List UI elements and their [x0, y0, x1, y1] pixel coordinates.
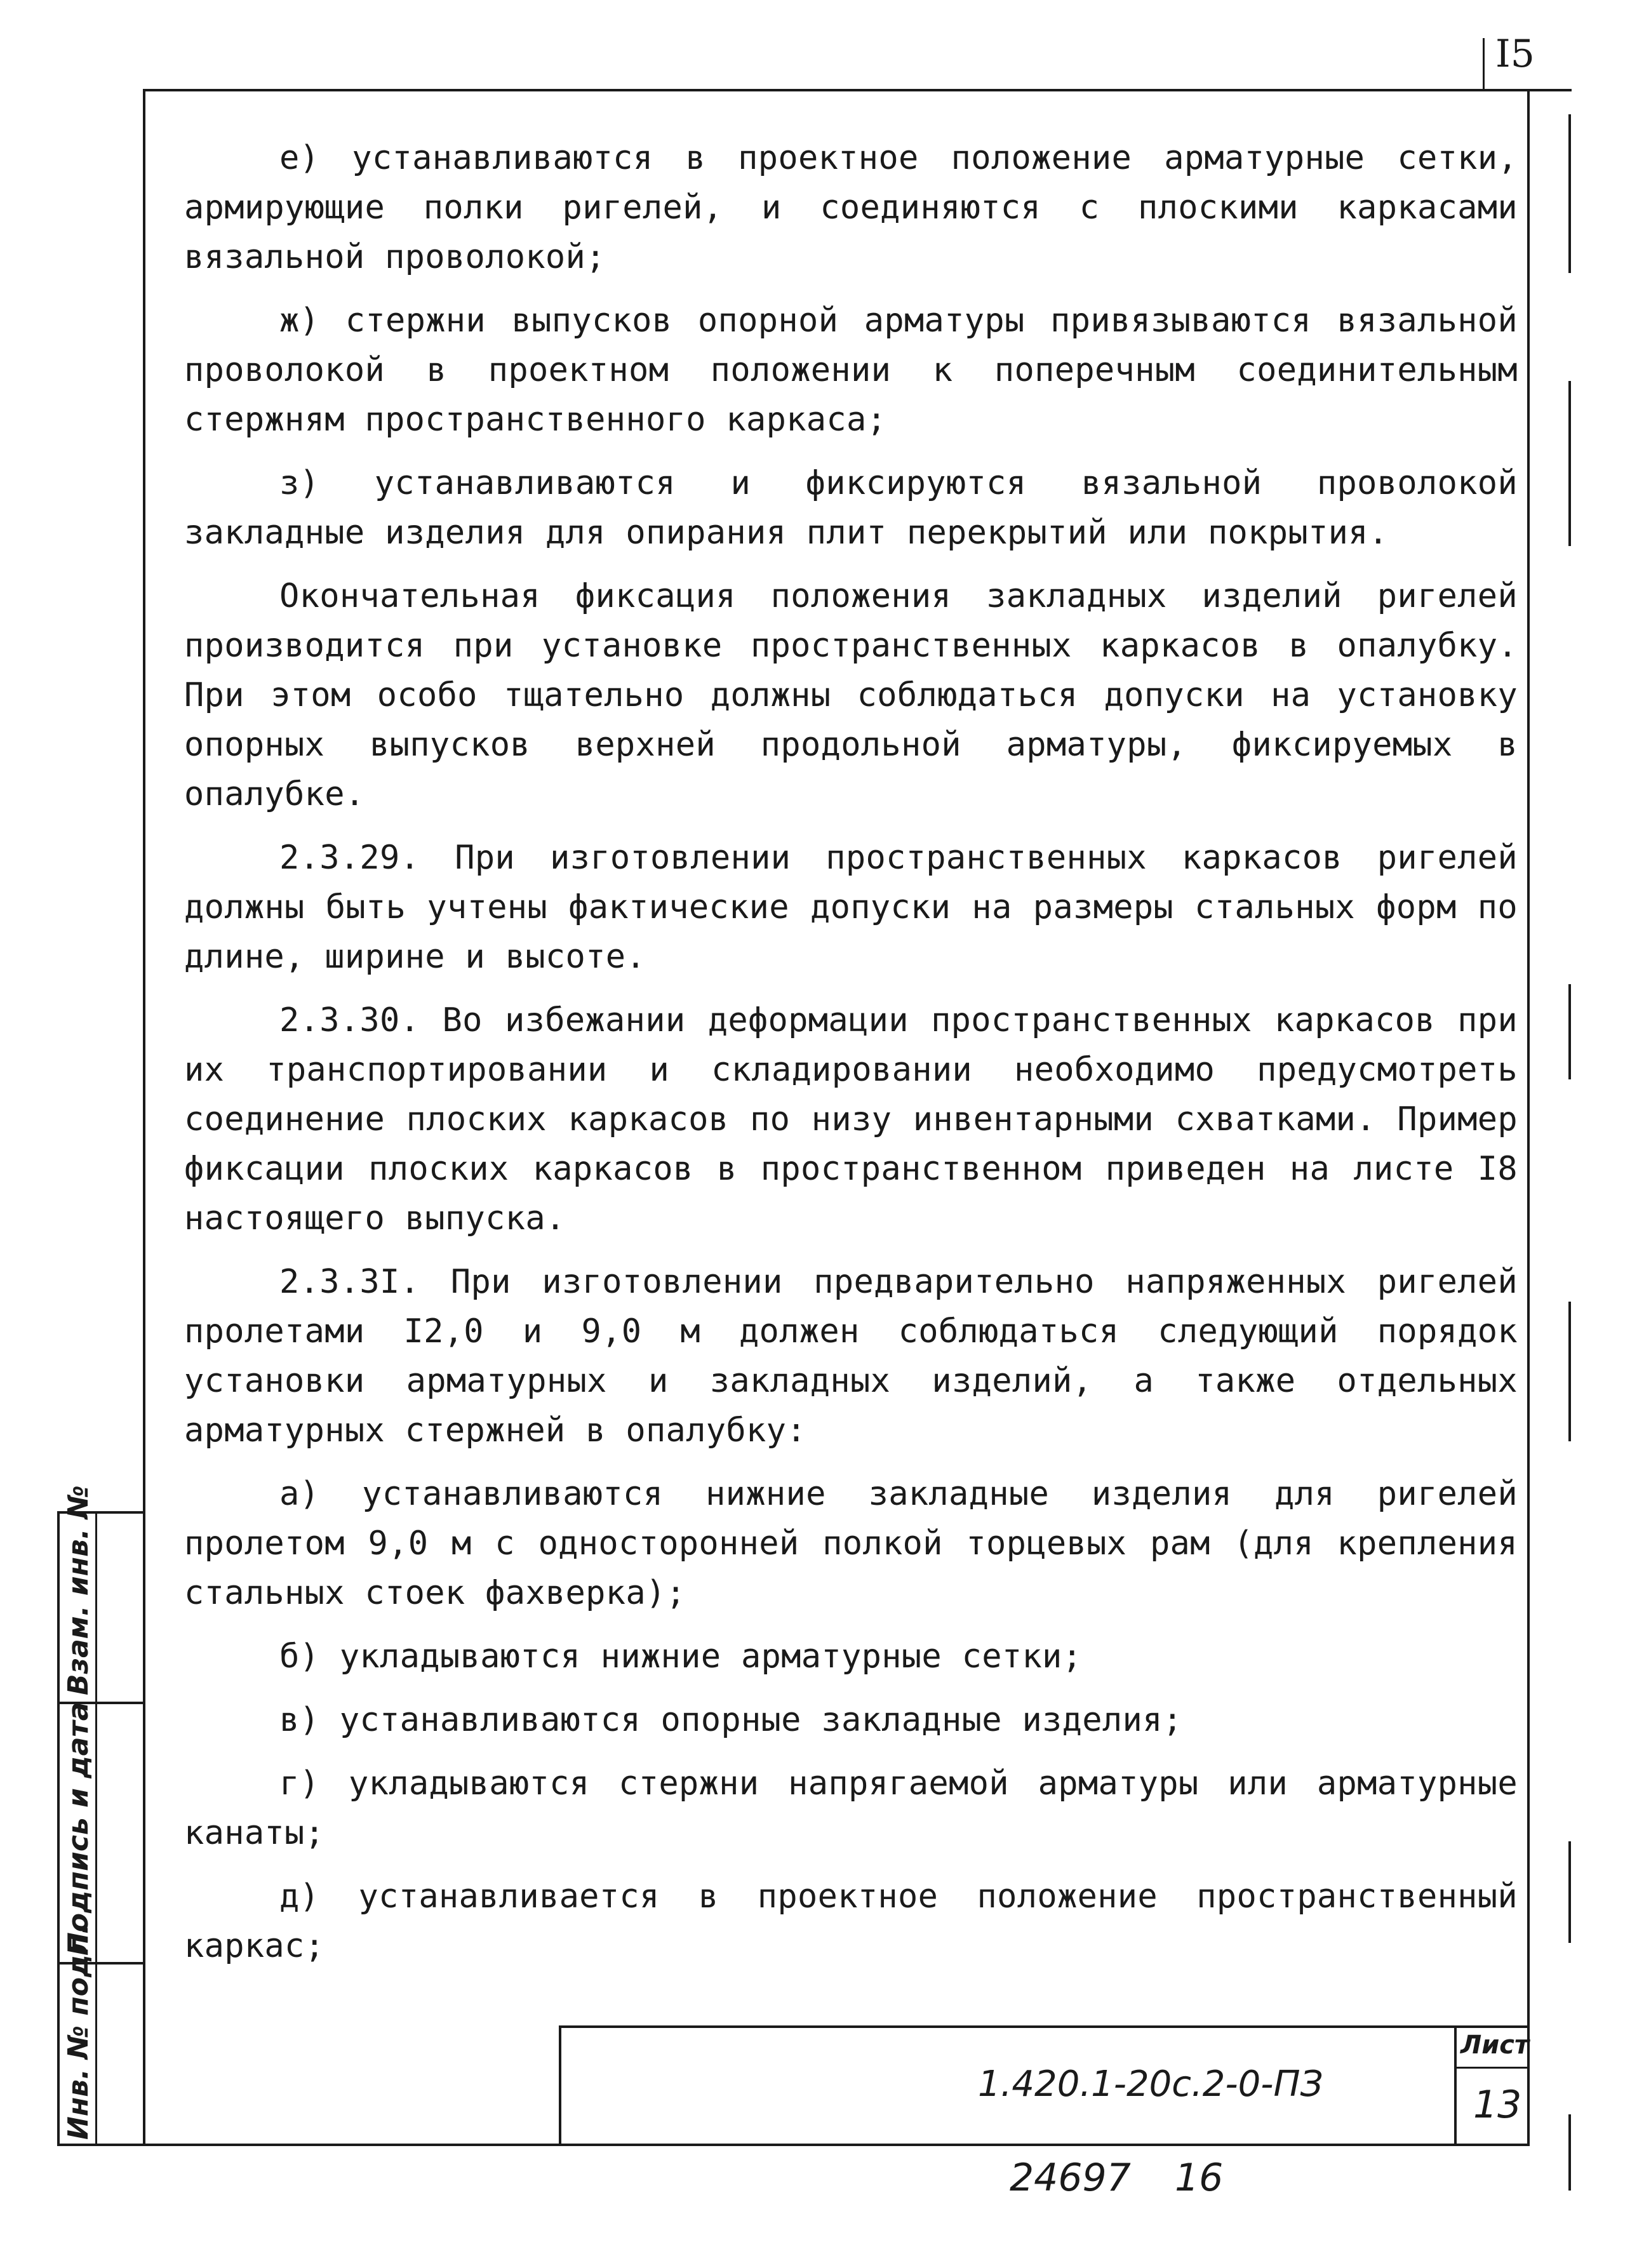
scan-edge-mark — [1568, 1302, 1571, 1441]
paragraph-b: б) укладываются нижние арматурные сетки; — [279, 1638, 1083, 1676]
scan-edge-mark — [1568, 1841, 1571, 1943]
paragraph-v: в) устанавливаются опорные закладные изделия; — [279, 1701, 1183, 1739]
stamp-col-divider — [95, 1511, 97, 2146]
scan-edge-mark — [1568, 381, 1571, 546]
frame-right-line — [1527, 89, 1530, 2146]
bottom-archive-suffix: 16 — [1175, 2156, 1224, 2200]
doc-code: 1.420.1-20с.2-0-ПЗ — [978, 2064, 1323, 2105]
paragraph-g: г) укладываются стержни напрягаемой арматуры или арматурные канаты; — [184, 1764, 1518, 1852]
paragraph-z: з) устанавливаются и фиксируются вязальной проволокой закладные изделия для опирания плит перекрытий или покрытия. — [184, 464, 1518, 552]
stamp-vzam-inv: Взам. инв. № — [62, 1485, 95, 1695]
paragraph-final-fixation: Окончательная фиксация положения закладных изделий ригелей производится при установке пространственных каркасов в опалубку. При этом особо тщательно должны соблюдаться допуски на установку опорных выпусков верхней продольной арматуры, фиксируемых в опалубке. — [184, 577, 1518, 813]
stamp-outer-left — [57, 1511, 60, 2146]
page-number-box-left — [1483, 38, 1485, 89]
sheet-label: Лист — [1460, 2031, 1530, 2060]
paragraph-e: е) устанавливаются в проектное положение арматурные сетки, армирующие полки ригелей, и соединяются с плоскими каркасами вязальной проволокой; — [184, 139, 1518, 276]
scan-edge-mark — [1568, 2114, 1571, 2191]
paragraph-2-3-30: 2.3.30. Во избежании деформации пространственных каркасов при их транспортировании и складировании необходимо предусмотреть соединение плоских каркасов по низу инвентарными схватками. Пример фиксации плоских каркасов в пространственном приведен на листе I8 настоящего выпуска. — [184, 1001, 1518, 1237]
title-block-sheet-divider — [1454, 2025, 1457, 2146]
paragraph-zh: ж) стержни выпусков опорной арматуры привязываются вязальной проволокой в проектном положении к поперечным соединительным стержням пространственного каркаса; — [184, 302, 1518, 439]
sheet-number: 13 — [1473, 2083, 1522, 2127]
bottom-archive-number: 24697 — [1010, 2156, 1131, 2200]
frame-left-line — [143, 89, 145, 2146]
paragraph-2-3-31: 2.3.3I. При изготовлении предварительно напряженных ригелей пролетами I2,0 и 9,0 м должен соблюдаться следующий порядок установки арматурных и закладных изделий, а также отдельных арматурных стержней в опалубку: — [184, 1263, 1518, 1450]
frame-bottom-line — [143, 2144, 1530, 2146]
page-number: I5 — [1495, 32, 1535, 76]
title-block-top — [559, 2025, 1530, 2028]
stamp-podpis-data: Подпись и дата — [62, 1702, 95, 1956]
scan-edge-mark — [1568, 114, 1571, 273]
paragraph-a: а) устанавливаются нижние закладные изделия для ригелей пролетом 9,0 м с односторонней полкой торцевых рам (для крепления стальных стоек фахверка); — [184, 1475, 1518, 1612]
scan-edge-mark — [1568, 984, 1571, 1079]
body-text — [184, 133, 1518, 1985]
stamp-inv-podl: Инв. № подл. — [62, 1923, 95, 2140]
stamp-bottom — [57, 2144, 143, 2146]
title-block-left — [559, 2025, 561, 2146]
paragraph-d: д) устанавливается в проектное положение пространственный каркас; — [184, 1878, 1518, 1965]
paragraph-2-3-29: 2.3.29. При изготовлении пространственных каркасов ригелей должны быть учтены фактические допуски на размеры стальных форм по длине, ширине и высоте. — [184, 839, 1518, 976]
title-block-sheet-row — [1454, 2067, 1530, 2069]
frame-top-line — [143, 89, 1572, 91]
